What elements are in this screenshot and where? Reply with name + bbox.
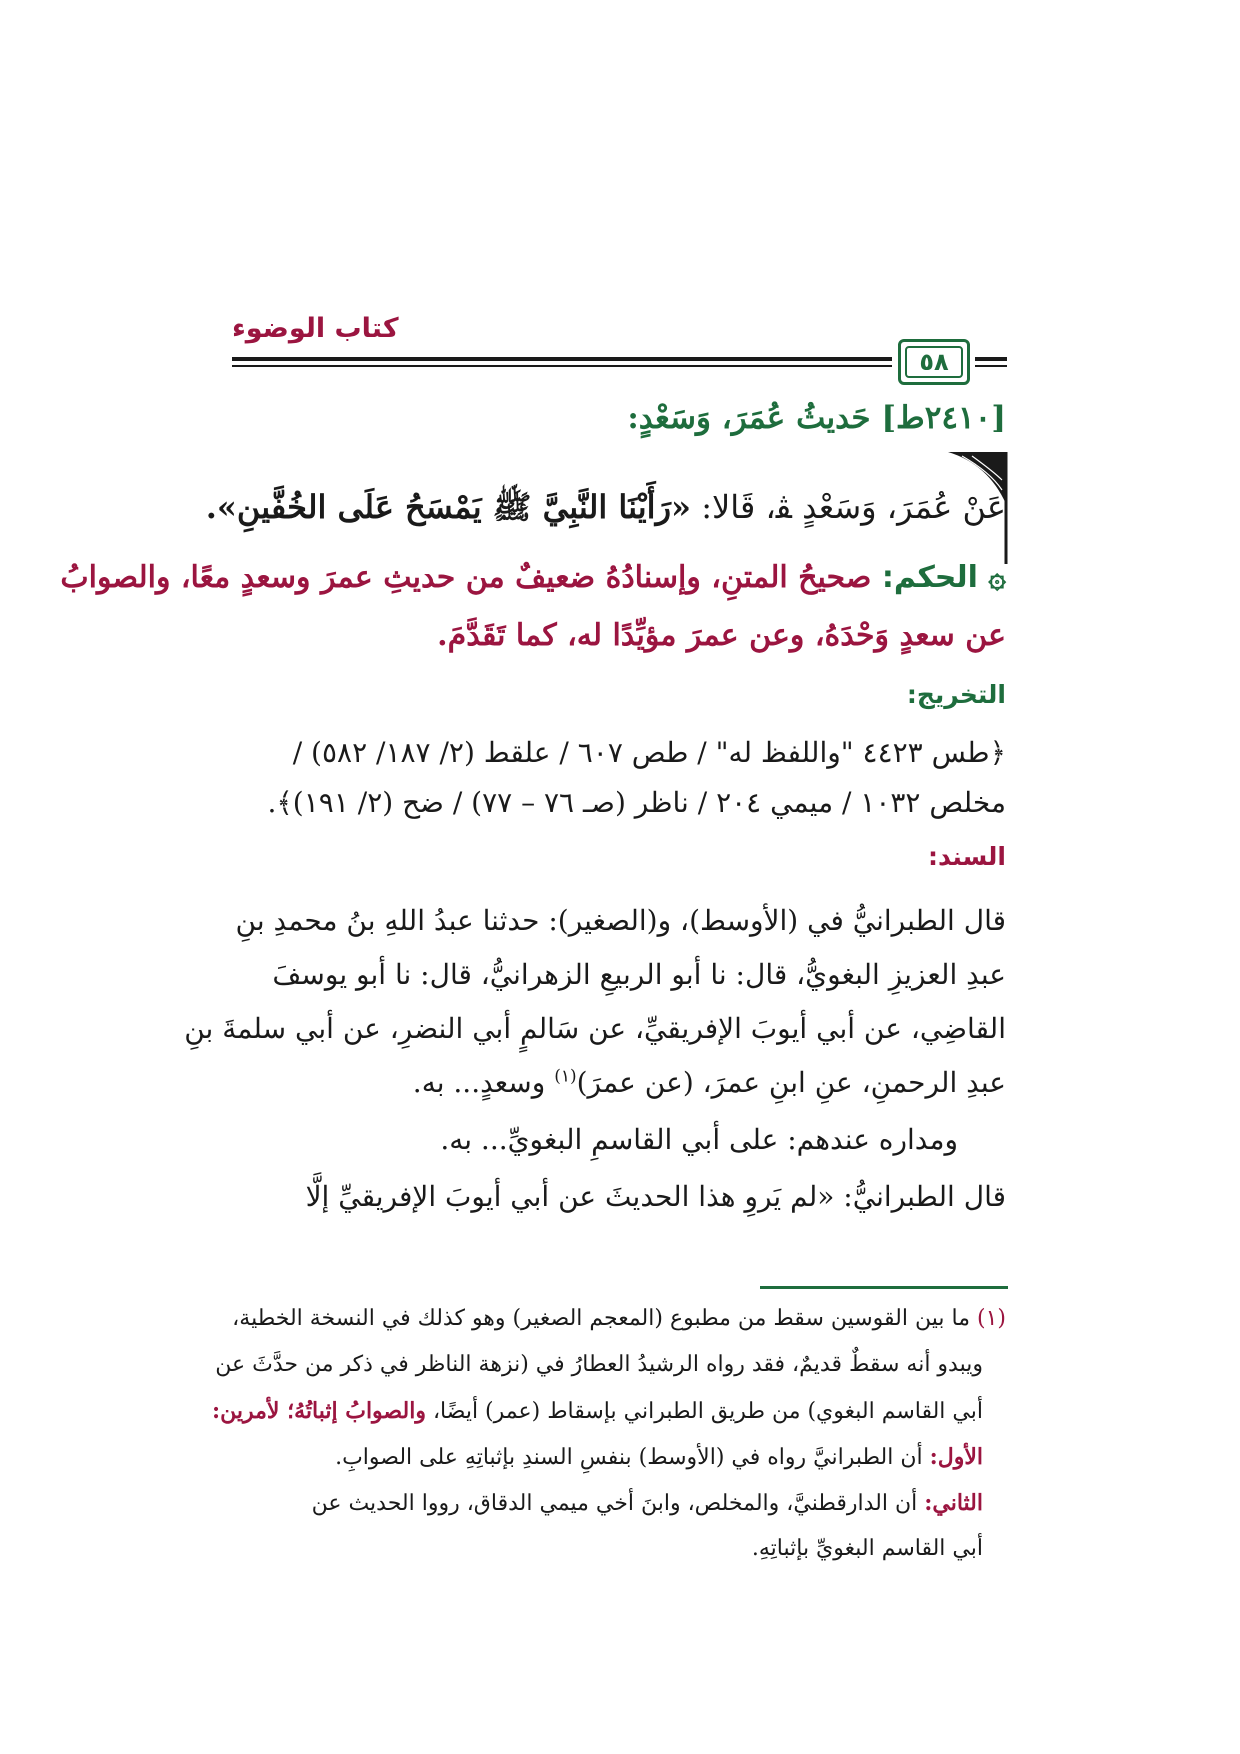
flower-ornament-icon: ۞: [988, 560, 1006, 595]
first-reason-text: أن الطبرانيَّ رواه في (الأوسط) بنفسِ السندِ بإثباتِهِ على الصوابِ.: [335, 1445, 930, 1470]
hadith-title: [٢٤١٠ط] حَديثُ عُمَرَ، وَسَعْدٍ:: [627, 400, 1006, 436]
first-reason-label: الأول:: [929, 1444, 983, 1470]
sanad-line-4-b: وسعدٍ... به.: [412, 1066, 555, 1099]
sanad-line-4-a: عبدِ الرحمنِ، عنِ ابنِ عمرَ، (عن عمرَ): [576, 1066, 1006, 1099]
sanad-line-5: ومداره عندهم: على أبي القاسمِ البغويِّ... به.: [440, 1123, 958, 1156]
sanad-line-6: قال الطبرانيُّ: «لم يَروِ هذا الحديثَ عن أبي أيوبَ الإفريقيِّ إلَّا: [305, 1180, 1006, 1213]
running-title: كتاب الوضوء: [232, 313, 399, 344]
footnote-line-5: [312, 1490, 983, 1516]
takhrij-heading: التخريج:: [906, 680, 1006, 709]
header-rule-right-thin: [975, 365, 1007, 367]
footnote-line-3: [212, 1398, 983, 1424]
sanad-line-1: قال الطبرانيُّ في (الأوسط)، و(الصغير): حدثنا عبدُ اللهِ بنُ محمدِ بنِ: [235, 904, 1006, 937]
footnote-line-2: ويبدو أنه سقطٌ قديمٌ، فقد رواه الرشيدُ العطارُ في (نزهة الناظر في ذكر من حدَّثَ عن: [215, 1352, 983, 1377]
page-number: ٥٨: [905, 346, 963, 378]
sanad-heading: السند:: [927, 842, 1006, 871]
footnote-text-1: ما بين القوسين سقط من مطبوع (المعجم الصغير) وهو كذلك في النسخة الخطية،: [232, 1306, 977, 1331]
header-rule-thin: [232, 365, 892, 367]
ruling-label: الحكم:: [881, 560, 978, 595]
second-reason-text: أن الدارقطنيَّ، والمخلص، وابنَ أخي ميمي الدقاق، رووا الحديث عن: [311, 1491, 925, 1516]
sanad-line-3: القاضِي، عن أبي أيوبَ الإفريقيِّ، عن سَالمٍ أبي النضرِ، عن أبي سلمةَ بنِ: [184, 1012, 1006, 1045]
hadith-text: [206, 488, 1006, 534]
takhrij-line-1: ﴿طس ٤٤٢٣ "واللفظ له" / طص ٦٠٧ / علقط (٢/ ١٨٧/ ٥٨٢) /: [292, 736, 1006, 769]
ruling-line-2: عن سعدٍ وَحْدَهُ، وعن عمرَ مؤيِّدًا له، كما تَقَدَّمَ.: [437, 618, 1006, 653]
hadith-quote: «رَأَيْنَا النَّبِيَّ ﷺ يَمْسَحُ عَلَى الخُفَّينِ».: [205, 488, 692, 526]
ruling-line-1: [60, 560, 1006, 595]
footnote-number: (١): [976, 1306, 1006, 1331]
footnote-line-6: أبي القاسم البغويِّ بإثباتِهِ.: [751, 1536, 983, 1561]
hadith-intro: عَنْ عُمَرَ، وَسَعْدٍ ﭭ، قَالا:: [691, 488, 1006, 526]
header-rule: [232, 357, 892, 361]
footnote-line-4: [335, 1444, 983, 1470]
takhrij-line-2: مخلص ١٠٣٢ / ميمي ٢٠٤ / ناظر (صـ ٧٦ – ٧٧) / ضح (٢/ ١٩١)﴾.: [267, 786, 1006, 819]
footnote-line-1: [232, 1306, 1006, 1331]
sanad-line-2: عبدِ العزيزِ البغويُّ، قال: نا أبو الربيعِ الزهرانيُّ، قال: نا أبو يوسفَ: [272, 958, 1006, 991]
page-number-badge: [898, 339, 970, 385]
ruling-text-1: صحيحُ المتنِ، وإسنادُهُ ضعيفٌ من حديثِ عمرَ وسعدٍ معًا، والصوابُ: [60, 560, 882, 595]
footnote-ref[interactable]: (١): [554, 1066, 577, 1087]
header-rule-right: [975, 357, 1007, 361]
footnote-correct-note: والصوابُ إثباتُهُ؛ لأمرين:: [211, 1398, 426, 1424]
second-reason-label: الثاني:: [924, 1490, 983, 1516]
sanad-line-4: [413, 1066, 1006, 1099]
footnote-separator: [760, 1286, 1008, 1289]
footnote-text-3a: أبي القاسم البغوي) من طريق الطبراني بإسقاط (عمر) أيضًا،: [425, 1399, 983, 1424]
